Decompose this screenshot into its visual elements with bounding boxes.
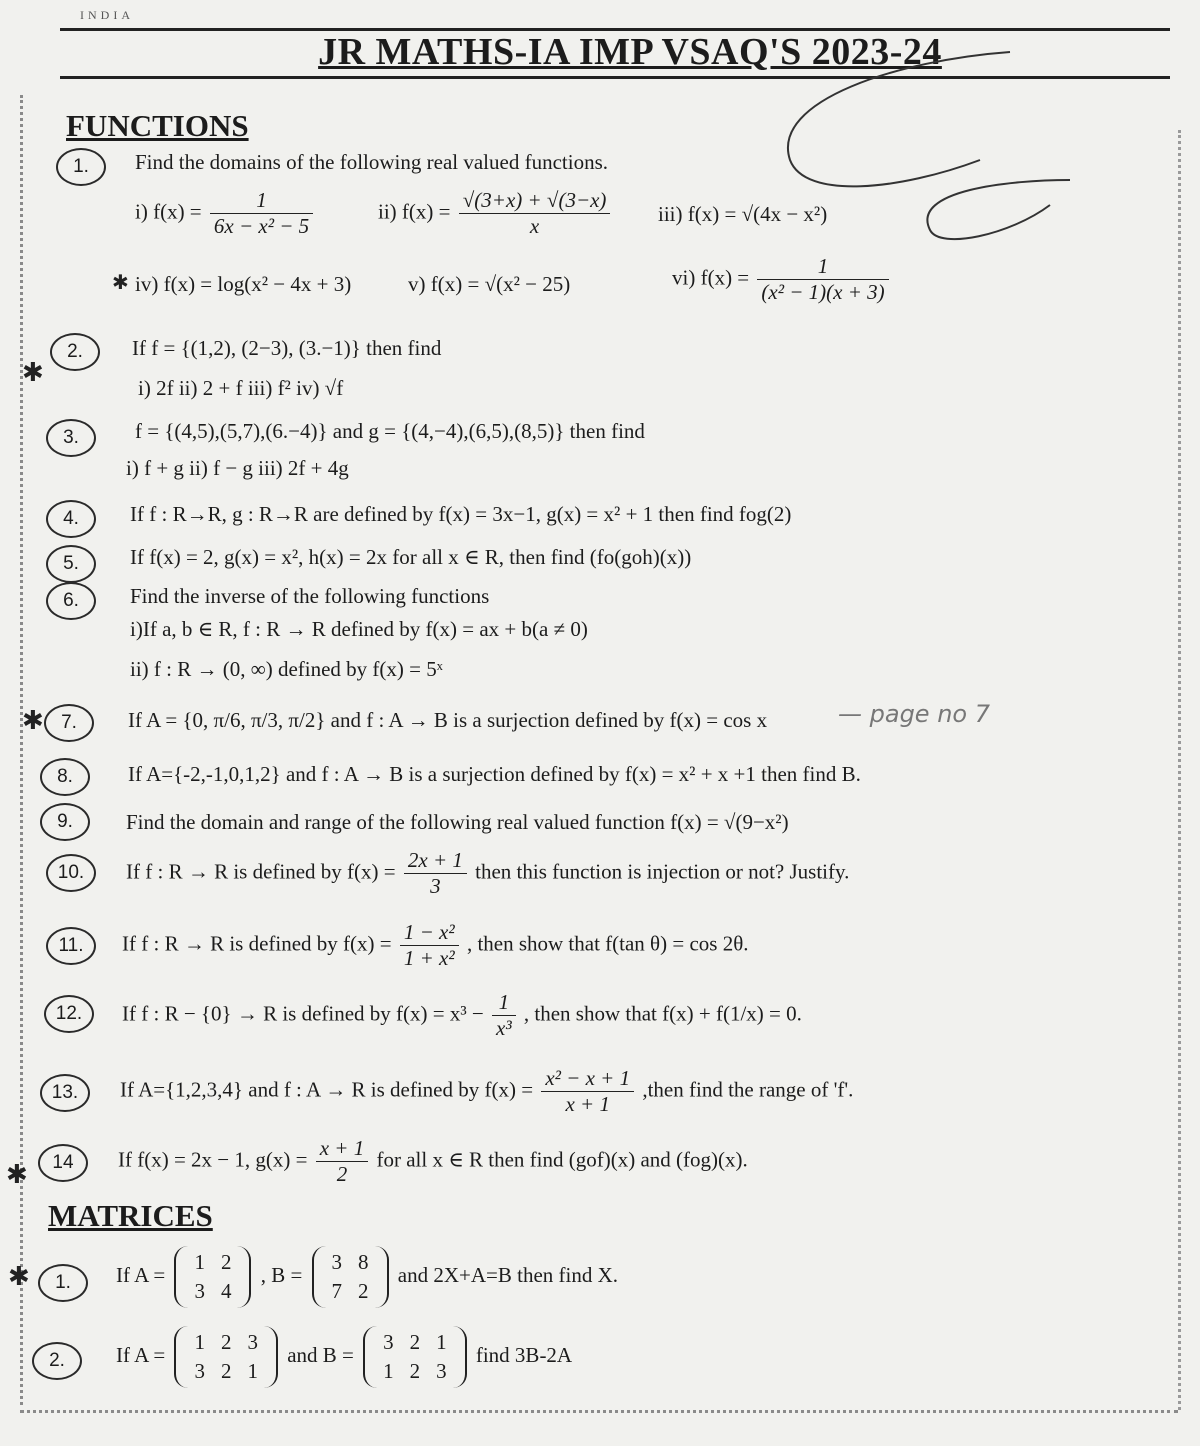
question-number: 9. — [40, 803, 90, 841]
q12-suffix: , then show that — [523, 1001, 657, 1026]
question-number: 1. — [56, 148, 106, 186]
numerator: 1 − x² — [400, 920, 459, 946]
q10-suffix: then this function is injection or not? Justify. — [475, 859, 850, 884]
q7-set-a: If A = {0, π/6, π/3, π/2} — [128, 708, 326, 732]
question-number: 13. — [40, 1074, 90, 1112]
matrix-cell: 3 — [194, 1279, 205, 1303]
q2-parts: i) 2f ii) 2 + f iii) f² iv) √f — [138, 376, 344, 400]
header-smudge: INDIA — [80, 8, 134, 22]
matrix-cell: 3 — [331, 1250, 343, 1274]
matrix-cell: 2 — [409, 1359, 421, 1383]
q1-part-i — [135, 188, 316, 239]
question-number: 2. — [32, 1342, 82, 1380]
question-text — [122, 990, 802, 1041]
question-text: Find the domain and range of the following real valued function f(x) = √(9−x²) — [126, 810, 789, 834]
matrix-prefix: If A = — [116, 1342, 166, 1367]
question-number: 7. — [44, 704, 94, 742]
q7-statement: and f : A → B is a surjection defined by f(x) = cos x — [330, 708, 768, 732]
matrix-question — [116, 1246, 618, 1308]
q1-part-label: ii) f(x) = — [378, 199, 451, 224]
matrix-mid: , B = — [260, 1262, 303, 1287]
matrix-cell: 2 — [220, 1359, 232, 1383]
matrix-cell: 1 — [436, 1330, 447, 1354]
question-text — [118, 1136, 748, 1187]
star-mark-icon: ✱ — [8, 1262, 30, 1291]
numerator: √(3+x) + √(3−x) — [459, 188, 611, 214]
matrix-cell: 8 — [358, 1250, 369, 1274]
matrix-cell: 2 — [409, 1330, 421, 1354]
matrix-suffix: and 2X+A=B then find X. — [397, 1262, 619, 1287]
q10-prefix: If f : R → R is defined by f(x) = — [126, 859, 396, 884]
question-text: If f(x) = 2, g(x) = x², h(x) = 2x for all x ∈ R, then find (fo(goh)(x)) — [130, 545, 692, 569]
question-text — [128, 708, 767, 733]
left-dotted-border — [20, 95, 23, 1405]
denominator: x — [529, 214, 540, 238]
q1-part-label: vi) f(x) = — [672, 265, 750, 290]
q6-part-ii: ii) f : R → (0, ∞) defined by f(x) = 5ˣ — [130, 657, 443, 681]
matrix-cell: 7 — [331, 1279, 343, 1303]
question-number: 6. — [46, 582, 96, 620]
right-dotted-border — [1178, 130, 1181, 1410]
fraction — [316, 1136, 369, 1187]
matrix-cell: 3 — [383, 1330, 394, 1354]
question-number: 4. — [46, 500, 96, 538]
q14-suffix: for all x ∈ R then find (gof)(x) and (fog)(x). — [376, 1147, 748, 1172]
question-text — [120, 1066, 853, 1117]
matrix-cell: 1 — [194, 1250, 205, 1274]
fraction — [210, 188, 313, 239]
numerator: x² − x + 1 — [541, 1066, 634, 1092]
question-text: If f = {(1,2), (2−3), (3.−1)} then find — [132, 336, 442, 360]
fraction — [400, 920, 459, 971]
question-text: Find the domains of the following real valued functions. — [135, 150, 608, 174]
section-matrices-heading: MATRICES — [48, 1198, 213, 1233]
q3-parts: i) f + g ii) f − g iii) 2f + 4g — [126, 456, 349, 480]
q11-prefix: If f : R → R is defined by f(x) = — [122, 931, 392, 956]
fraction — [492, 990, 516, 1041]
matrix-suffix: find 3B-2A — [475, 1342, 573, 1367]
matrix-cell: 4 — [220, 1279, 232, 1303]
denominator: 2 — [336, 1162, 348, 1186]
matrix-prefix: If A = — [116, 1262, 166, 1287]
matrix-mid: and B = — [287, 1342, 354, 1367]
matrix-cell: 3 — [247, 1330, 258, 1354]
question-number: 3. — [46, 419, 96, 457]
question-number: 5. — [46, 545, 96, 583]
matrix-a — [174, 1246, 251, 1308]
star-mark-icon: ✱ — [112, 272, 129, 294]
matrix-cell: 1 — [383, 1359, 394, 1383]
q1-part-vi — [672, 254, 892, 305]
denominator: 1 + x² — [403, 946, 455, 970]
matrix-b — [312, 1246, 389, 1308]
star-mark-icon: ✱ — [6, 1160, 28, 1189]
section-functions-heading: FUNCTIONS — [66, 108, 249, 143]
matrix-cell: 1 — [194, 1330, 205, 1354]
question-number: 2. — [50, 333, 100, 371]
bottom-dotted-border — [20, 1410, 1178, 1413]
q13-prefix: If A={1,2,3,4} and f : A → R is defined by f(x) = — [120, 1077, 534, 1102]
question-number: 1. — [38, 1264, 88, 1302]
star-mark-icon: ✱ — [22, 706, 44, 735]
question-number: 8. — [40, 758, 90, 796]
question-text: If f : R→R, g : R→R are defined by f(x) = 3x−1, g(x) = x² + 1 then find fog(2) — [130, 502, 792, 526]
matrix-a — [174, 1326, 278, 1388]
denominator: x + 1 — [565, 1092, 610, 1116]
q1-part-label: i) f(x) = — [135, 199, 202, 224]
denominator: 3 — [430, 874, 441, 898]
question-text: f = {(4,5),(5,7),(6.−4)} and g = {(4,−4),(6,5),(8,5)} then find — [135, 419, 645, 443]
numerator: 1 — [492, 990, 516, 1016]
q12-prefix: If f : R − {0} → R is defined by f(x) = x³ − — [122, 1001, 484, 1026]
numerator: x + 1 — [316, 1136, 369, 1162]
star-mark-icon: ✱ — [22, 358, 44, 387]
fraction — [757, 254, 888, 305]
matrix-b — [363, 1326, 467, 1388]
question-number: 14 — [38, 1144, 88, 1182]
question-number: 12. — [44, 995, 94, 1033]
page-title: JR MATHS-IA IMP VSAQ'S 2023-24 — [318, 31, 942, 73]
question-number: 11. — [46, 927, 96, 965]
matrix-cell: 2 — [220, 1330, 232, 1354]
question-text: If A={-2,-1,0,1,2} and f : A → B is a surjection defined by f(x) = x² + x +1 then find B. — [128, 762, 861, 786]
q11-suffix: , then show that f(tan θ) = cos 2θ. — [466, 931, 749, 956]
denominator: x³ — [496, 1016, 512, 1040]
fraction — [404, 848, 467, 899]
numerator: 1 — [210, 188, 313, 214]
q1-part-ii — [378, 188, 613, 239]
matrix-cell: 1 — [247, 1359, 258, 1383]
matrix-question — [116, 1326, 572, 1388]
q12-identity: f(x) + f(1/x) = 0. — [662, 1001, 802, 1026]
denominator: (x² − 1)(x + 3) — [761, 280, 885, 304]
denominator: 6x − x² − 5 — [213, 214, 310, 238]
question-text — [126, 848, 849, 899]
q14-prefix: If f(x) = 2x − 1, g(x) = — [118, 1147, 308, 1172]
matrix-cell: 2 — [220, 1250, 232, 1274]
question-number: 10. — [46, 854, 96, 892]
fraction — [541, 1066, 634, 1117]
numerator: 2x + 1 — [404, 848, 467, 874]
question-text — [122, 920, 749, 971]
fraction — [459, 188, 611, 239]
handwritten-page-note: — page no 7 — [838, 700, 990, 728]
q6-part-i: i)If a, b ∈ R, f : R → R defined by f(x) = ax + b(a ≠ 0) — [130, 617, 588, 641]
q1-part-v: v) f(x) = √(x² − 25) — [408, 272, 571, 296]
q1-part-iii: iii) f(x) = √(4x − x²) — [658, 202, 828, 226]
matrix-cell: 3 — [436, 1359, 447, 1383]
question-text: Find the inverse of the following functions — [130, 584, 490, 608]
q1-part-iv: iv) f(x) = log(x² − 4x + 3) — [135, 272, 352, 296]
matrix-cell: 2 — [358, 1279, 369, 1303]
q13-suffix: ,then find the range of 'f'. — [642, 1077, 854, 1102]
matrix-cell: 3 — [194, 1359, 205, 1383]
numerator: 1 — [757, 254, 888, 280]
